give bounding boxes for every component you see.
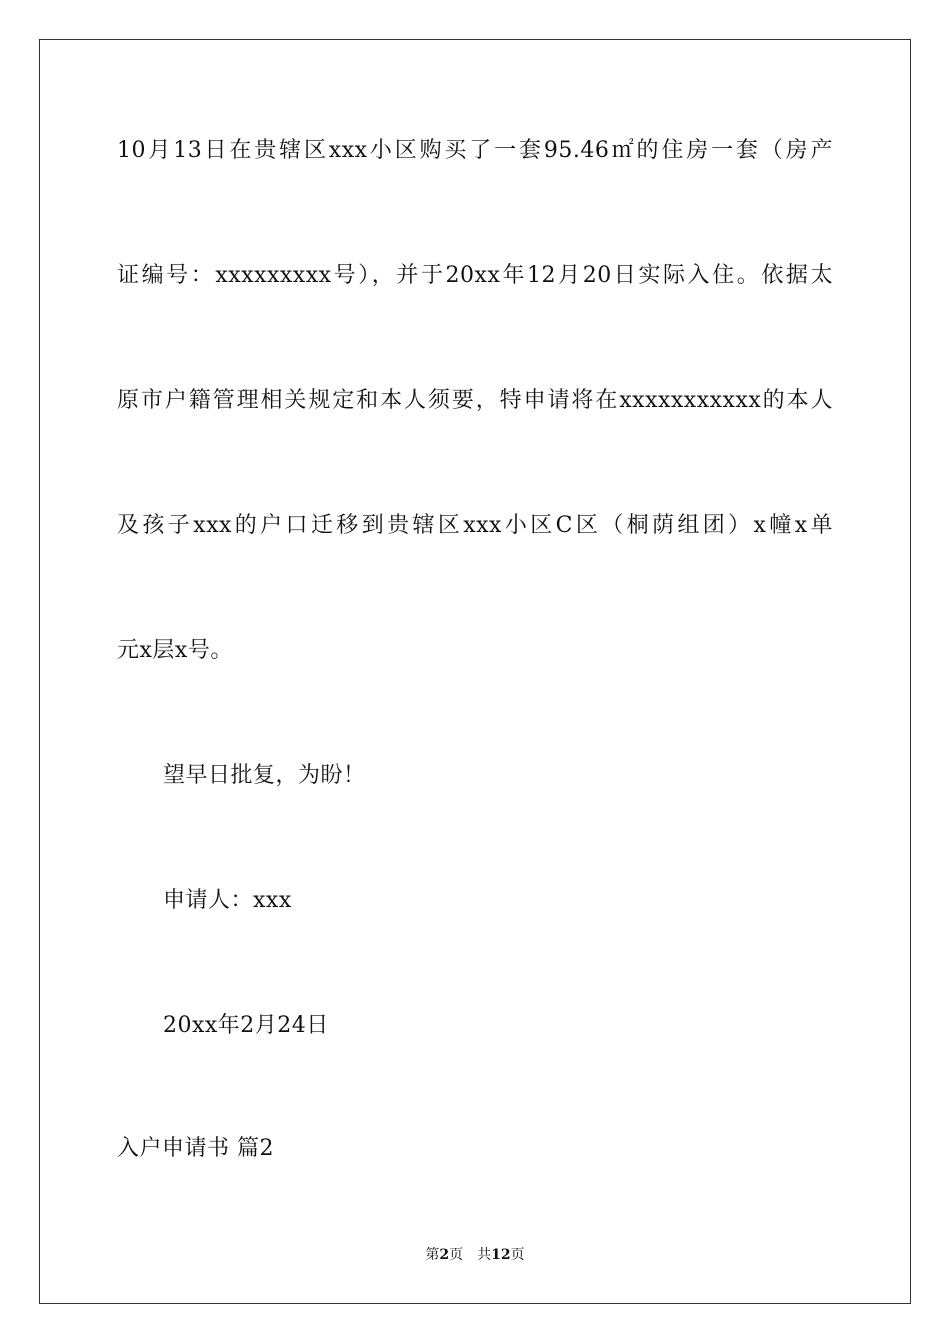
footer-total-prefix: 共 (477, 1247, 492, 1263)
footer-total-suffix: 页 (510, 1247, 525, 1263)
page-footer (0, 1246, 950, 1264)
page-border (39, 39, 911, 1304)
footer-page-prefix: 第 (425, 1247, 440, 1263)
footer-page-suffix: 页 (449, 1247, 464, 1263)
body-line-2: 证编号：xxxxxxxxx号），并于20xx年12月20日实际入住。依据太 (117, 263, 833, 288)
body-line-3: 原市户籍管理相关规定和本人须要，特申请将在xxxxxxxxxxx的本人 (117, 388, 833, 413)
body-line-1: 10月13日在贵辖区xxx小区购买了一套95.46㎡的住房一套（房产 (117, 138, 833, 163)
footer-page-total: 12 (491, 1247, 511, 1263)
next-section-title: 入户申请书 篇2 (117, 1136, 274, 1161)
applicant-signature: 申请人：xxx (163, 888, 292, 913)
body-line-4: 及孩子xxx的户口迁移到贵辖区xxx小区C区（桐荫组团）x幢x单 (117, 513, 833, 538)
body-line-5: 元x层x号。 (117, 638, 233, 663)
closing-remark: 望早日批复，为盼！ (163, 763, 366, 788)
footer-page-current: 2 (439, 1247, 450, 1263)
application-date: 20xx年2月24日 (163, 1013, 329, 1038)
